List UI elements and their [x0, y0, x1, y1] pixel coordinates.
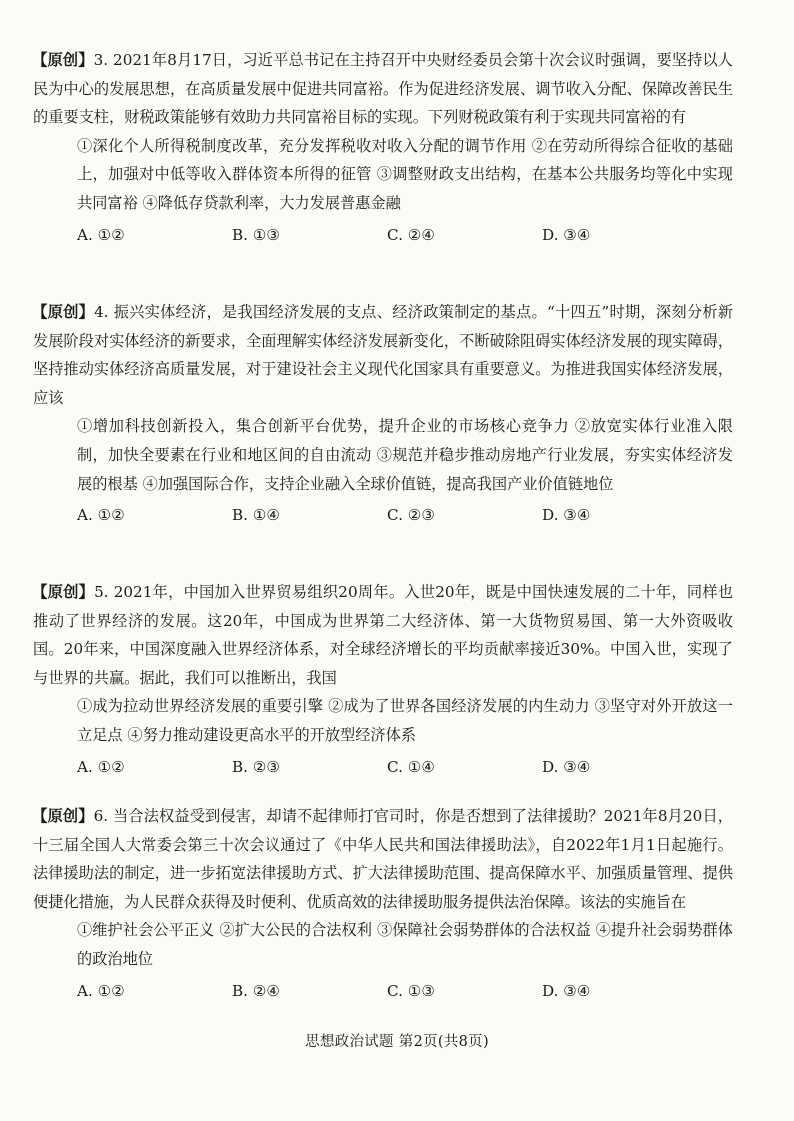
question-4-stem	[33, 298, 733, 412]
question-5	[33, 578, 733, 781]
question-6-text: 6. 当合法权益受到侵害，却请不起律师打官司时，你是否想到了法律援助？2021年8月20日，十三届全国人大常委会第三十次会议通过了《中华人民共和国法律援助法》，自2022年1月1日起施行。法律援助法的制定，进一步拓宽法律援助方式、扩大法律援助范围、提高保障水平、加强质量管理、提供便捷化措施，为人民群众获得及时便利、优质高效的法律援助服务提供法治保障。该法的实施旨在	[33, 807, 733, 911]
question-4-tag: 【原创】	[32, 303, 95, 321]
question-3-choices	[33, 221, 733, 250]
question-3	[33, 46, 733, 249]
question-3-text: 3. 2021年8月17日，习近平总书记在主持召开中央财经委员会第十次会议时强调，要坚持以人民为中心的发展思想，在高质量发展中促进共同富裕。作为促进经济发展、调节收入分配、保障改善民生的重要支柱，财税政策能够有效助力共同富裕目标的实现。下列财税政策有利于实现共同富裕的有	[33, 51, 733, 127]
question-3-choice-d[interactable]: D. ③④	[542, 225, 591, 244]
question-3-choice-b[interactable]: B. ①③	[232, 225, 281, 244]
question-5-choice-b[interactable]: B. ②③	[232, 757, 281, 776]
question-3-options: ①深化个人所得税制度改革，充分发挥税收对收入分配的调节作用 ②在劳动所得综合征收的基础上，加强对中低等收入群体资本所得的征管 ③调整财政支出结构，在基本公共服务均等化中实现共同富裕 ④降低存贷款利率，大力发展普惠金融	[77, 136, 733, 212]
question-4	[33, 298, 733, 530]
question-6-choices	[33, 977, 733, 1006]
question-4-choice-d[interactable]: D. ③④	[542, 506, 591, 525]
question-4-options: ①增加科技创新投入，集合创新平台优势，提升企业的市场核心竞争力 ②放宽实体行业准入限制，加快全要素在行业和地区间的自由流动 ③规范并稳步推动房地产行业发展，夯实实体经济发展的根基 ④加强国际合作，支持企业融入全球价值链，提高我国产业价值链地位	[77, 417, 733, 493]
question-5-tag: 【原创】	[32, 583, 95, 601]
question-5-stem	[33, 578, 733, 692]
question-4-choice-a[interactable]: A. ①②	[77, 506, 125, 525]
question-5-choice-a[interactable]: A. ①②	[77, 757, 125, 776]
question-5-choice-c[interactable]: C. ①④	[387, 757, 435, 776]
question-6-tag: 【原创】	[32, 807, 94, 825]
question-3-stem	[33, 46, 733, 132]
question-3-tag: 【原创】	[32, 51, 94, 69]
question-3-choice-a[interactable]: A. ①②	[77, 225, 125, 244]
question-6-options: ①维护社会公平正义 ②扩大公民的合法权利 ③保障社会弱势群体的合法权益 ④提升社会弱势群体的政治地位	[77, 921, 733, 968]
question-6	[33, 802, 733, 1005]
question-5-choices	[33, 753, 733, 782]
question-6-choice-a[interactable]: A. ①②	[77, 981, 125, 1000]
question-4-text: 4. 振兴实体经济，是我国经济发展的支点、经济政策制定的基点。“十四五”时期，深刻分析新发展阶段对实体经济的新要求，全面理解实体经济发展新变化，不断破除阻碍实体经济发展的现实障碍，坚持推动实体经济高质量发展，对于建设社会主义现代化国家具有重要意义。为推进我国实体经济发展，应该	[33, 303, 733, 407]
question-4-choice-b[interactable]: B. ①④	[232, 506, 281, 525]
question-5-choice-d[interactable]: D. ③④	[542, 757, 591, 776]
question-6-stem	[33, 802, 733, 916]
question-6-choice-d[interactable]: D. ③④	[542, 981, 591, 1000]
question-4-choices	[33, 501, 733, 530]
question-4-choice-c[interactable]: C. ②③	[387, 506, 435, 525]
question-3-choice-c[interactable]: C. ②④	[387, 225, 435, 244]
page-footer: 思想政治试题 第2页(共8页)	[305, 1034, 489, 1050]
question-5-options: ①成为拉动世界经济发展的重要引擎 ②成为了世界各国经济发展的内生动力 ③坚守对外开放这一立足点 ④努力推动建设更高水平的开放型经济体系	[77, 697, 733, 744]
question-6-choice-c[interactable]: C. ①③	[387, 981, 435, 1000]
question-6-choice-b[interactable]: B. ②④	[232, 981, 281, 1000]
question-5-text: 5. 2021年，中国加入世界贸易组织20周年。入世20年，既是中国快速发展的二十年，同样也推动了世界经济的发展。这20年，中国成为世界第二大经济体、第一大货物贸易国、第一大外资吸收国。20年来，中国深度融入世界经济体系，对全球经济增长的平均贡献率接近30%。中国入世，实现了与世界的共赢。据此，我们可以推断出，我国	[33, 583, 733, 687]
